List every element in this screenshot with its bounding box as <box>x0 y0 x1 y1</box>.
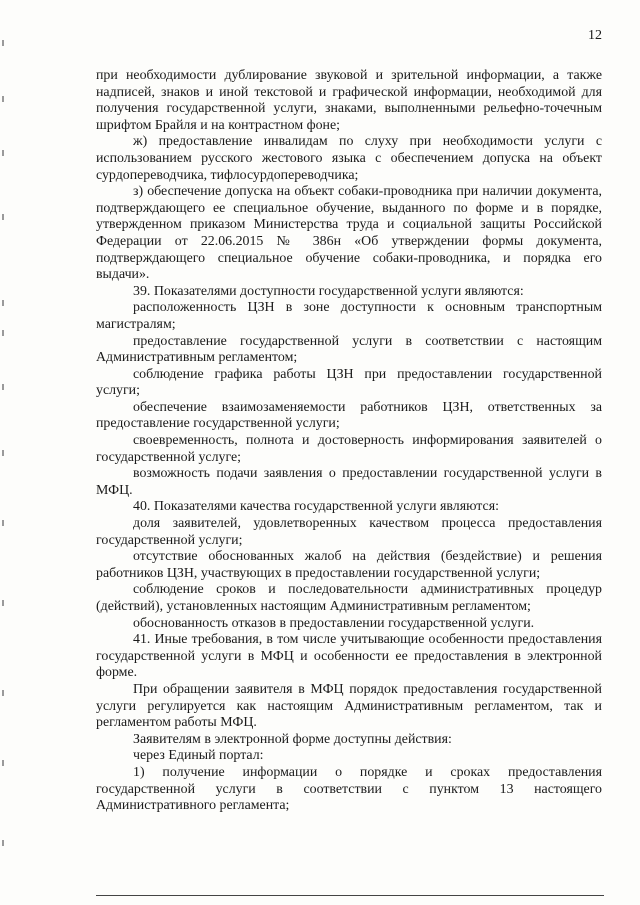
paragraph: соблюдение графика работы ЦЗН при предоставлении государственной услуги; <box>96 366 602 399</box>
page-number: 12 <box>588 28 602 43</box>
paragraph: предоставление государственной услуги в соответствии с настоящим Административным регламентом; <box>96 333 602 366</box>
paragraph: расположенность ЦЗН в зоне доступности к основным транспортным магистралям; <box>96 300 602 332</box>
paragraph: соблюдение сроков и последовательности административных процедур (действий), установленных настоящим Административным регламентом; <box>96 582 602 614</box>
scan-edge-marks <box>2 0 6 905</box>
bottom-rule <box>96 895 604 896</box>
paragraph: 40. Показателями качества государственной услуги являются: <box>133 499 499 515</box>
paragraph: ж) предоставление инвалидам по слуху при необходимости услуги с использованием русского жестового языка с обеспечением допуска на объект сурдопереводчика, тифлосурдопереводчика; <box>96 134 602 183</box>
paragraph: обоснованность отказов в предоставлении государственной услуги. <box>133 615 535 631</box>
paragraph: 39. Показателями доступности государственной услуги являются: <box>133 283 524 299</box>
paragraph: обеспечение взаимозаменяемости работников ЦЗН, ответственных за предоставление государственной услуги; <box>96 399 602 432</box>
paragraph: своевременность, полнота и достоверность информирования заявителей о государственной услуге; <box>96 433 602 465</box>
paragraph: Заявителям в электронной форме доступны действия: <box>133 731 452 747</box>
paragraph: 1) получение информации о порядке и сроках предоставления государственной услуги в соответствии с пунктом 13 настоящего Административного регламента; <box>96 764 602 814</box>
document-body <box>96 68 602 815</box>
paragraph: возможность подачи заявления о предоставлении государственной услуги в МФЦ. <box>96 466 602 498</box>
paragraph: з) обеспечение допуска на объект собаки-проводника при наличии документа, подтверждающего ее специальное обучение, выданного по форме и в порядке, утвержденном приказом Министерства труда и социальной защиты Российской Федерации от 22.06.2015 № 386н «Об утверждении формы документа, подтверждающего специальное обучение собаки-проводника, и порядка его выдачи». <box>96 184 602 283</box>
paragraph: через Единый портал: <box>133 748 264 764</box>
paragraph: 41. Иные требования, в том числе учитывающие особенности предоставления государственной услуги в МФЦ и особенности ее предоставления в электронной форме. <box>96 632 602 681</box>
paragraph: При обращении заявителя в МФЦ порядок предоставления государственной услуги регулируется как настоящим Административным регламентом, так и регламентом работы МФЦ. <box>96 681 602 731</box>
paragraph: отсутствие обоснованных жалоб на действия (бездействие) и решения работников ЦЗН, участвующих в предоставлении государственной услуги; <box>96 549 602 581</box>
paragraph: доля заявителей, удовлетворенных качеством процесса предоставления государственной услуги; <box>96 516 602 548</box>
paragraph: при необходимости дублирование звуковой и зрительной информации, а также надписей, знаков и иной текстовой и графической информации, необходимой для получения государственной услуги, знаками, выполненными рельефно-точечным шрифтом Брайля и на контрастном фоне; <box>96 68 602 133</box>
